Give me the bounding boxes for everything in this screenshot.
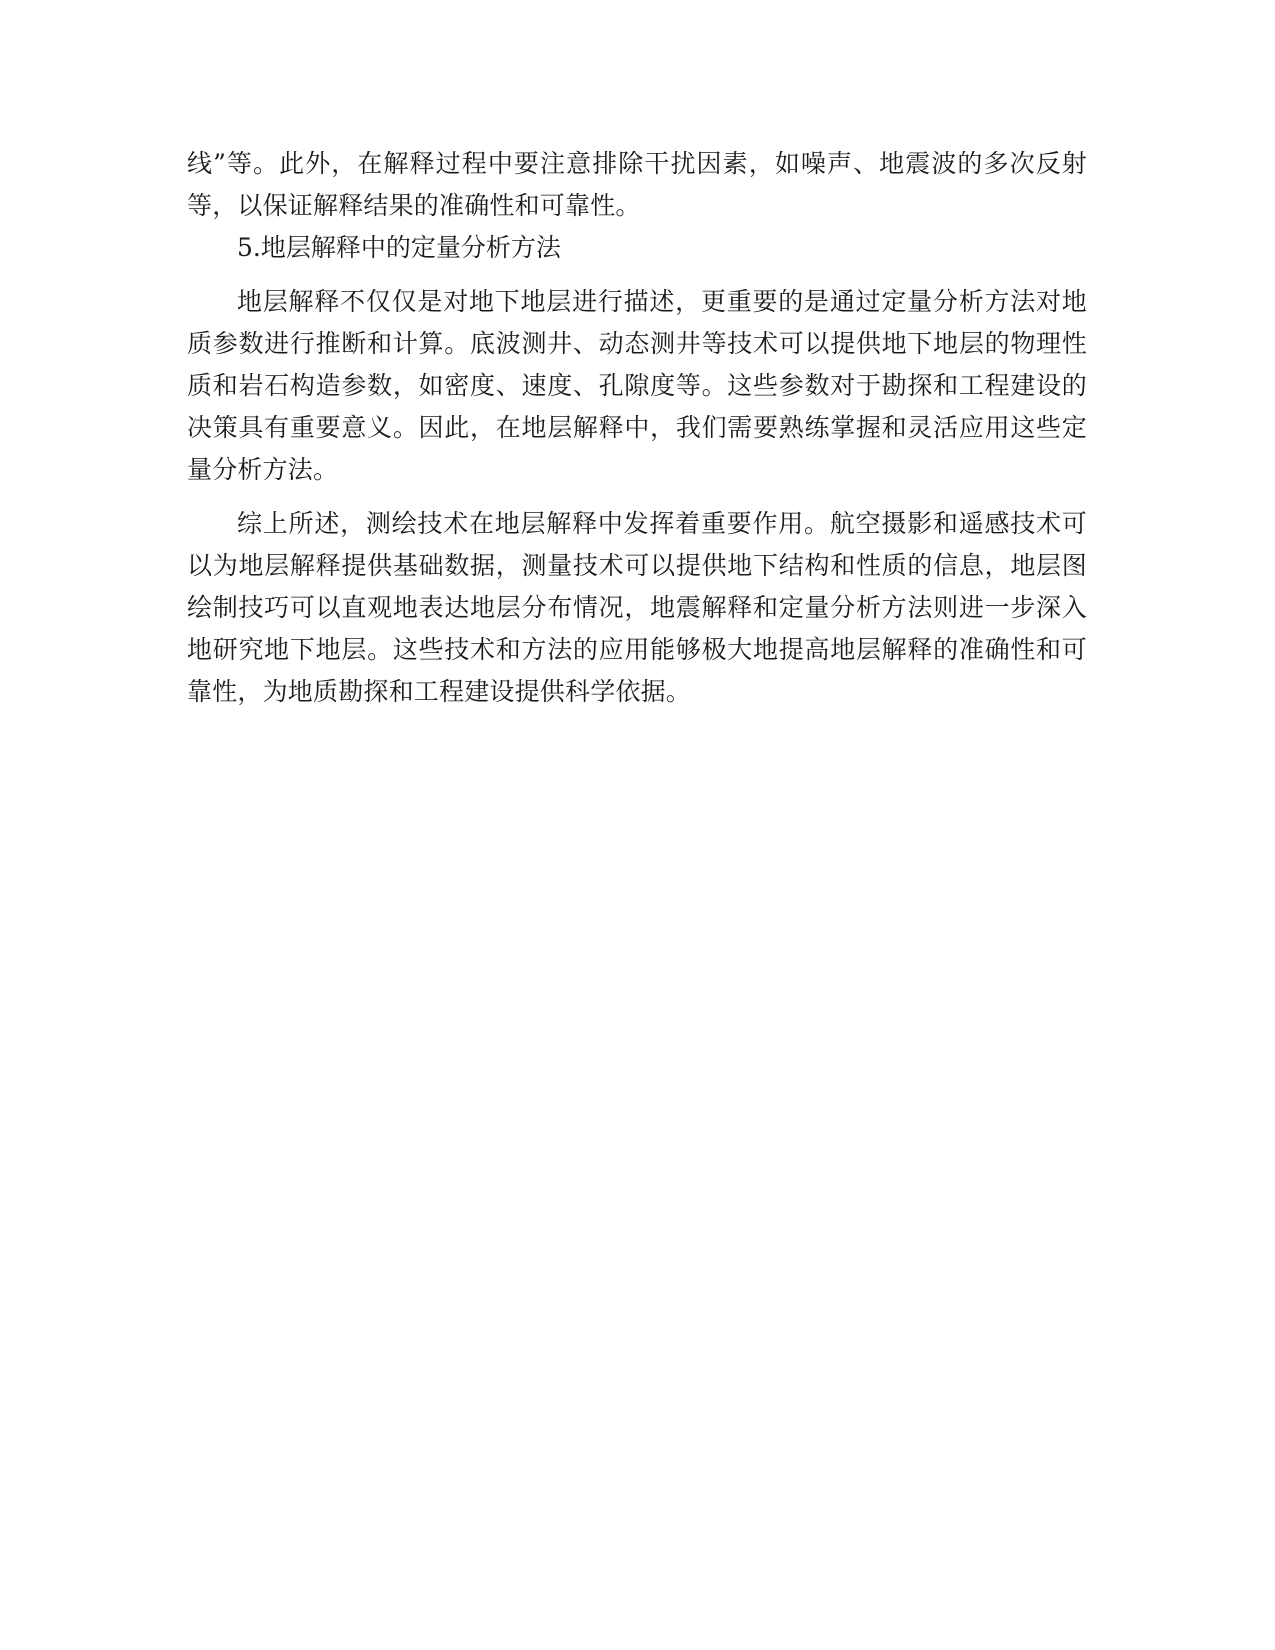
- paragraph-summary: 综上所述，测绘技术在地层解释中发挥着重要作用。航空摄影和遥感技术可以为地层解释提供基础数据，测量技术可以提供地下结构和性质的信息，地层图绘制技巧可以直观地表达地层分布情况，地震解释和定量分析方法则进一步深入地研究地下地层。这些技术和方法的应用能够极大地提高地层解释的准确性和可靠性，为地质勘探和工程建设提供科学依据。: [187, 509, 1087, 706]
- paragraph-continued: 线”等。此外，在解释过程中要注意排除干扰因素，如噪声、地震波的多次反射等，以保证解释结果的准确性和可靠性。: [187, 149, 1087, 220]
- section-heading: 5.地层解释中的定量分析方法: [237, 233, 561, 262]
- paragraph-quantitative-analysis: 地层解释不仅仅是对地下地层进行描述，更重要的是通过定量分析方法对地质参数进行推断和计算。底波测井、动态测井等技术可以提供地下地层的物理性质和岩石构造参数，如密度、速度、孔隙度等。这些参数对于勘探和工程建设的决策具有重要意义。因此，在地层解释中，我们需要熟练掌握和灵活应用这些定量分析方法。: [187, 287, 1087, 484]
- document-body: [187, 143, 1087, 713]
